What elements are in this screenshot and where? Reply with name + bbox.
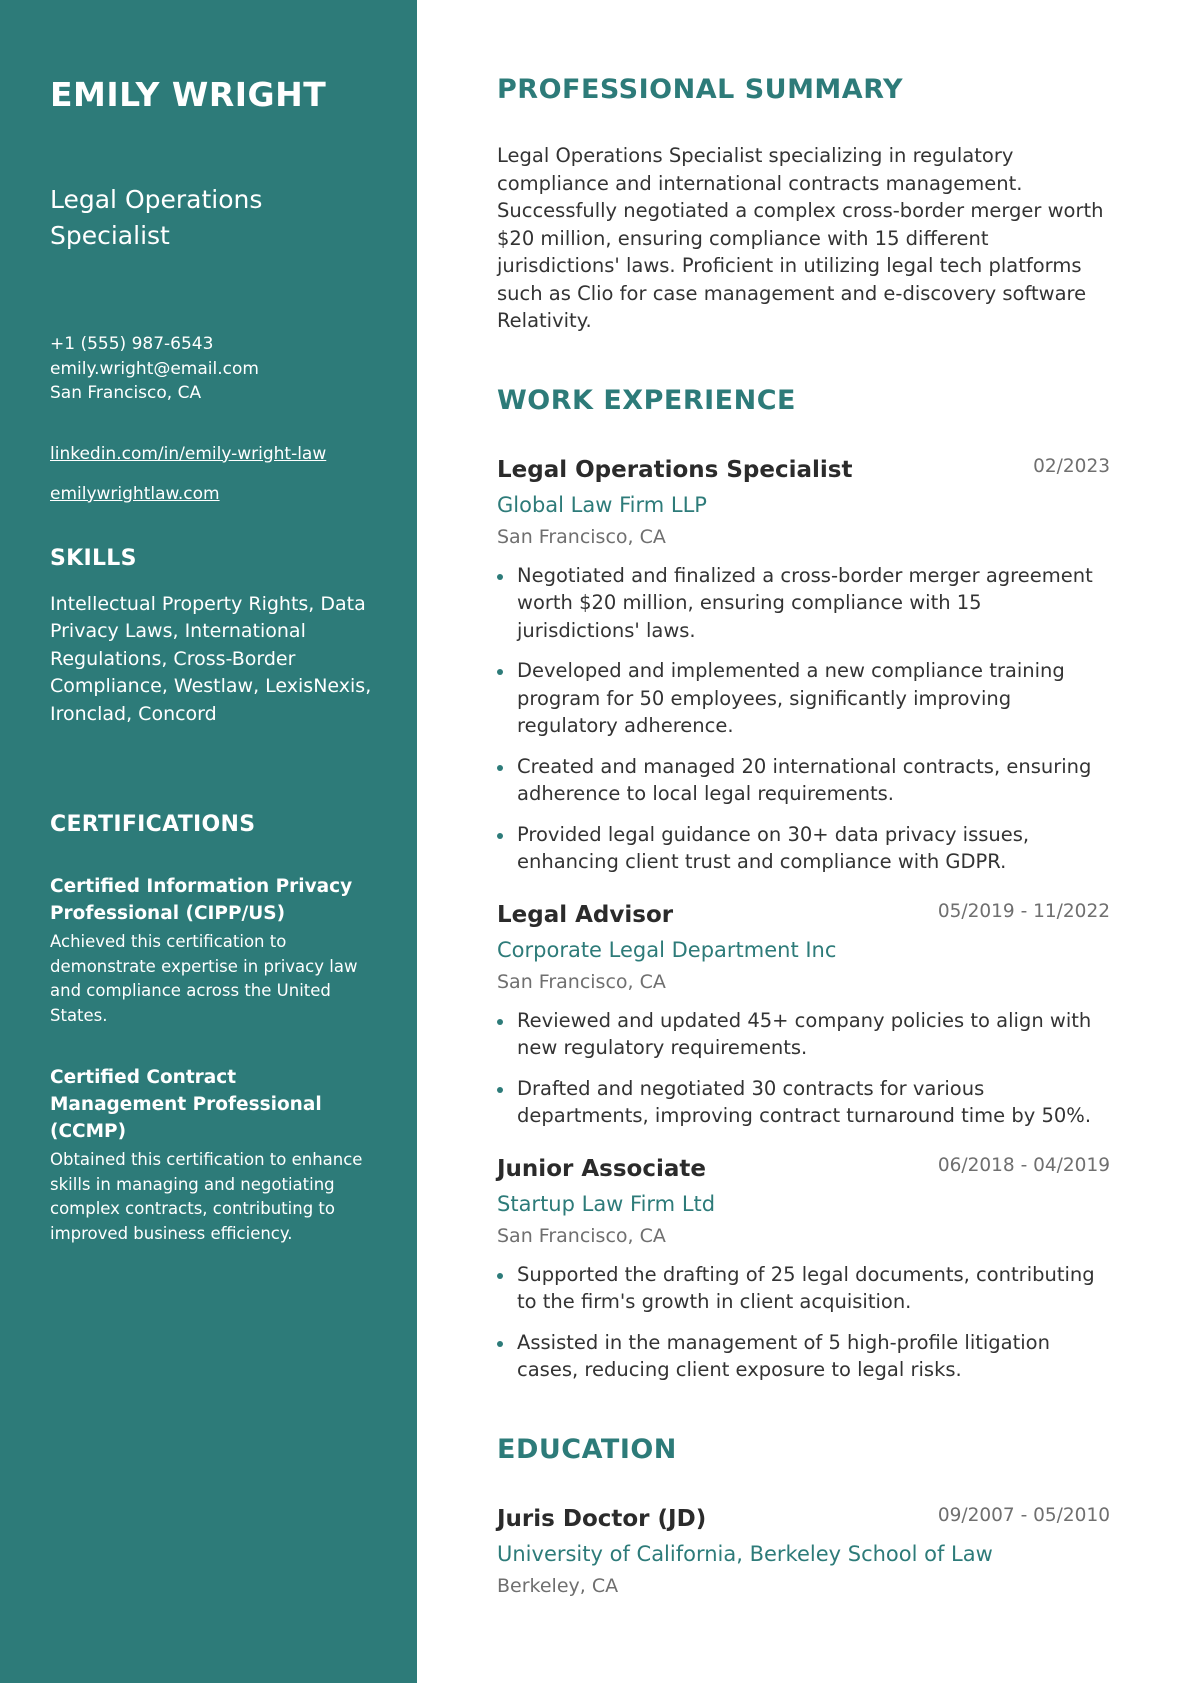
certification-item [50,1064,377,1246]
job-title: Legal Operations Specialist [497,456,853,483]
phone-number: +1 (555) 987-6543 [50,334,214,354]
summary-heading: PROFESSIONAL SUMMARY [497,74,904,105]
bullet-dot-icon [497,574,503,580]
bullet-text: Drafted and negotiated 30 contracts for various departments, improving contract turnaround time by 50%. [517,1076,1092,1127]
bullet-item [497,821,1110,876]
bullet-dot-icon [497,1273,503,1279]
bullet-item [497,753,1110,808]
certification-description: Obtained this certification to enhance skills in managing and negotiating complex contracts, contributing to improved business efficiency. [50,1150,363,1243]
linkedin-link[interactable]: linkedin.com/in/emily-wright-law [50,443,327,464]
work-experience-heading: WORK EXPERIENCE [497,384,796,416]
school-name: University of California, Berkeley School of Law [497,1541,993,1566]
bullet-dot-icon [497,833,503,839]
job-entry [497,1152,1110,1384]
contact-block [50,332,377,406]
job-location: San Francisco, CA [497,525,666,548]
bullet-text: Created and managed 20 international contracts, ensuring adherence to local legal requirements. [517,754,1092,805]
bullet-text: Negotiated and finalized a cross-border merger agreement worth $20 million, ensuring compliance with 15 jurisdictions' laws. [517,563,1093,642]
email-address: emily.wright@email.com [50,358,259,379]
job-entry [497,898,1110,1130]
bullet-text: Reviewed and updated 45+ company policies to align with new regulatory requirements. [517,1008,1092,1059]
job-bullets [497,1261,1110,1384]
job-title: Junior Associate [497,1155,706,1182]
company-name: Global Law Firm LLP [497,492,707,517]
bullet-dot-icon [497,1019,503,1025]
certification-item [50,873,377,1028]
certifications-list [50,873,377,1246]
bullet-item [497,1075,1110,1130]
bullet-item [497,1261,1110,1316]
job-entry [497,453,1110,876]
education-location: Berkeley, CA [497,1574,619,1597]
bullet-dot-icon [497,765,503,771]
website-link[interactable]: emilywrightlaw.com [50,483,220,504]
candidate-role: Legal Operations Specialist [50,185,263,250]
main-content [417,0,1190,1683]
bullet-item [497,562,1110,645]
skills-heading: SKILLS [50,545,137,571]
bullet-text: Assisted in the management of 5 high-profile litigation cases, reducing client exposure to legal risks. [517,1330,1050,1381]
bullet-item [497,1007,1110,1062]
bullet-item [497,657,1110,740]
job-date: 02/2023 [1033,455,1110,477]
candidate-name: EMILY WRIGHT [50,75,327,114]
certification-description: Achieved this certification to demonstrate expertise in privacy law and compliance across the United States. [50,932,358,1025]
bullet-text: Provided legal guidance on 30+ data privacy issues, enhancing client trust and compliance with GDPR. [517,822,1030,873]
education-date: 09/2007 - 05/2010 [937,1504,1110,1526]
contact-location: San Francisco, CA [50,383,202,403]
job-location: San Francisco, CA [497,970,666,993]
bullet-text: Supported the drafting of 25 legal documents, contributing to the firm's growth in client acquisition. [517,1262,1095,1313]
bullet-item [497,1329,1110,1384]
company-name: Corporate Legal Department Inc [497,937,837,962]
job-title: Legal Advisor [497,901,674,928]
bullet-dot-icon [497,669,503,675]
links-block [50,442,377,506]
bullet-dot-icon [497,1341,503,1347]
job-date: 06/2018 - 04/2019 [937,1154,1110,1176]
job-bullets [497,562,1110,876]
job-location: San Francisco, CA [497,1224,666,1247]
company-name: Startup Law Firm Ltd [497,1191,716,1216]
education-heading: EDUCATION [497,1433,677,1465]
bullet-dot-icon [497,1087,503,1093]
certification-title: Certified Information Privacy Professional (CIPP/US) [50,876,353,924]
summary-text: Legal Operations Specialist specializing in regulatory compliance and international contracts management. Successfully negotiated a complex cross-border merger worth $20 million, ensuring compliance with 15 different jurisdictions' laws. Proficient in utilizing legal tech platforms such as Clio for case management and e-discovery software Relativity. [497,144,1104,332]
certifications-heading: CERTIFICATIONS [50,812,256,837]
degree-title: Juris Doctor (JD) [497,1505,707,1532]
education-entry [497,1502,1110,1601]
sidebar [0,0,417,1683]
skills-list: Intellectual Property Rights, Data Privacy Laws, International Regulations, Cross-Border Compliance, Westlaw, LexisNexis, Ironclad, Concord [50,592,372,725]
certification-title: Certified Contract Management Professional (CCMP) [50,1067,322,1142]
bullet-text: Developed and implemented a new compliance training program for 50 employees, significantly improving regulatory adherence. [517,659,1065,737]
job-date: 05/2019 - 11/2022 [937,900,1110,922]
job-bullets [497,1007,1110,1130]
